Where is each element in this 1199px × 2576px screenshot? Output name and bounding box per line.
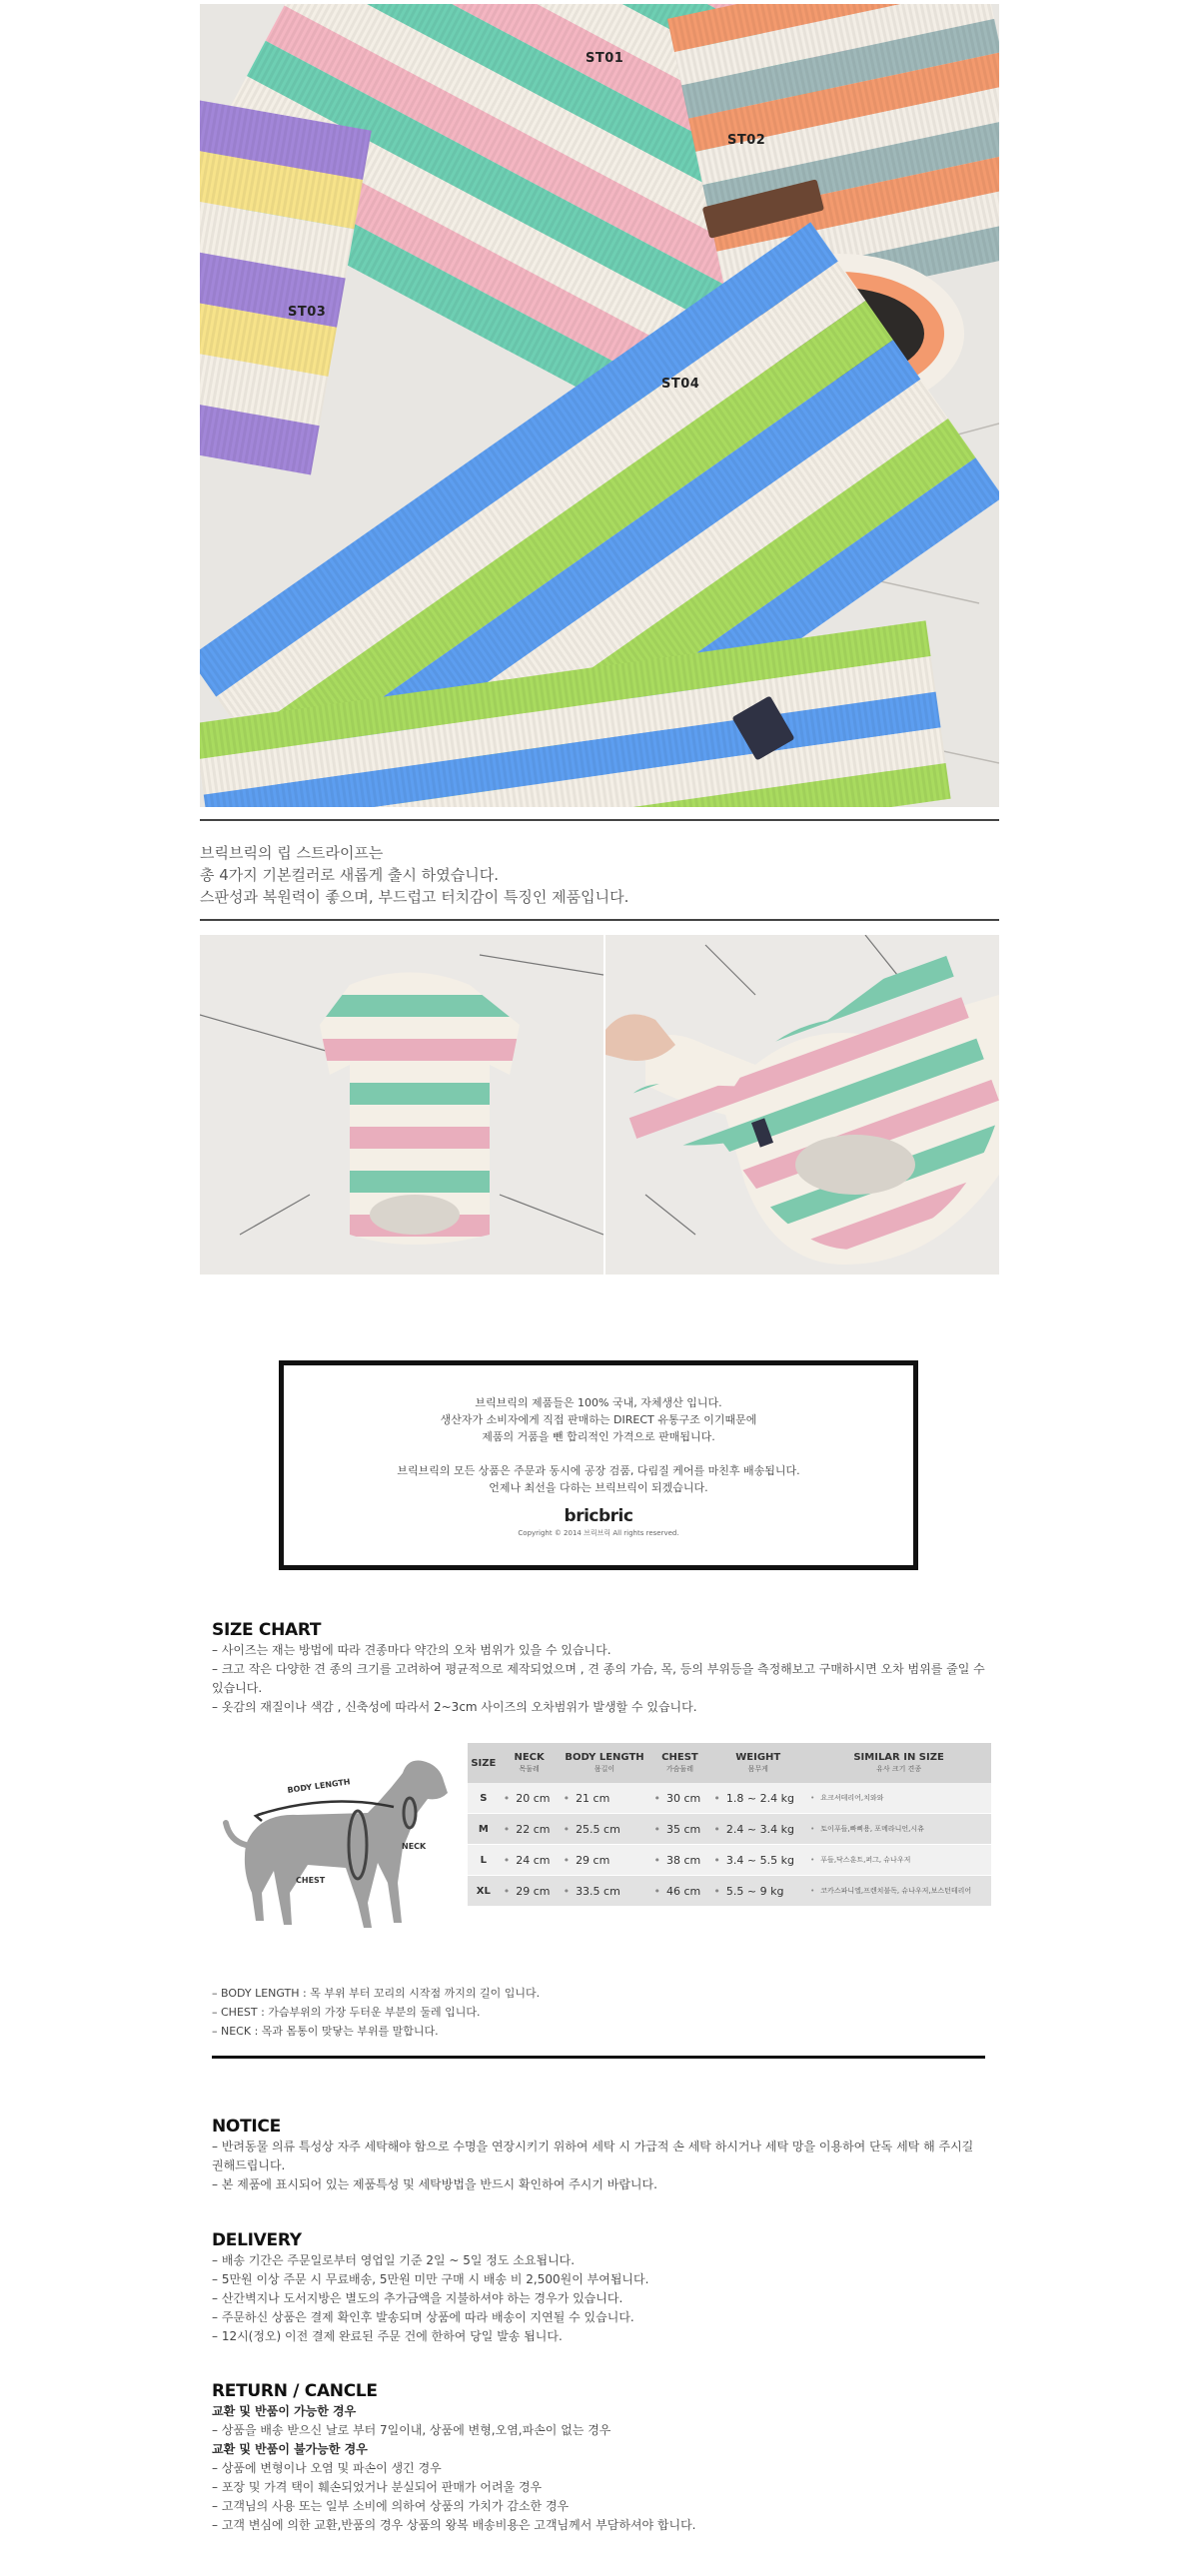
table-row: [468, 1845, 991, 1876]
delivery-line: – 12시(정오) 이전 결제 완료된 주문 건에 한하여 당일 발송 됩니다.: [212, 2329, 563, 2343]
table-row: [468, 1783, 991, 1814]
weight-cell: • 3.4 ~ 5.5 kg: [709, 1845, 806, 1876]
table-row: [468, 1814, 991, 1845]
return-title: RETURN / CANCLE: [212, 2381, 378, 2401]
notice-line: – 본 제품에 표시되어 있는 제품특성 및 세탁방법을 반드시 확인하여 주시기 바랍니다.: [212, 2177, 657, 2191]
weight-cell: • 1.8 ~ 2.4 kg: [709, 1783, 806, 1814]
size-definitions: [212, 1984, 991, 2041]
intro-text: [200, 842, 999, 908]
size-cell: XL: [468, 1876, 500, 1907]
neck-cell: • 22 cm: [500, 1814, 560, 1845]
size-note: – 사이즈는 재는 방법에 따라 견종마다 약간의 오차 범위가 있을 수 있습니다.: [212, 1643, 611, 1657]
body-cell: • 21 cm: [560, 1783, 650, 1814]
col-size: SIZE: [468, 1743, 500, 1783]
col-body-length: BODY LENGTH 몸길이: [560, 1743, 650, 1783]
return-line: – 상품에 변형이나 오염 및 파손이 생긴 경우: [212, 2461, 442, 2475]
body-cell: • 33.5 cm: [560, 1876, 650, 1907]
neck-cell: • 24 cm: [500, 1845, 560, 1876]
table-row: [468, 1876, 991, 1907]
size-chart-notes: [212, 1641, 991, 1717]
size-table-header: [468, 1743, 991, 1783]
copyright-text: Copyright © 2014 브릭브릭 All rights reserved.: [518, 1529, 679, 1537]
return-line: – 고객님의 사용 또는 일부 소비에 의하여 상품의 가치가 감소한 경우: [212, 2499, 570, 2513]
size-cell: S: [468, 1783, 500, 1814]
col-neck: NECK 목둘레: [500, 1743, 560, 1783]
brand-info-line: 언제나 최선을 다하는 브릭브릭이 되겠습니다.: [489, 1481, 708, 1494]
intro-line: 브릭브릭의 립 스트라이프는: [200, 844, 384, 862]
hero-label-st01: ST01: [586, 51, 624, 66]
delivery-line: – 5만원 이상 주문 시 무료배송, 5만원 미만 구매 시 배송 비 2,500원이 부여됩니다.: [212, 2272, 649, 2286]
definition-line: – NECK : 목과 몸통이 맞닿는 부위를 말합니다.: [212, 2025, 439, 2038]
delivery-line: – 산간벽지나 도서지방은 별도의 추가금액을 지불하셔야 하는 경우가 있습니다.: [212, 2291, 623, 2305]
size-chart-title: SIZE CHART: [212, 1620, 322, 1640]
neck-cell: • 20 cm: [500, 1783, 560, 1814]
hero-label-st02: ST02: [727, 133, 766, 148]
delivery-lines: [212, 2251, 991, 2346]
definition-line: – BODY LENGTH : 목 부위 부터 꼬리의 시작점 까지의 길이 입니다.: [212, 1987, 541, 2000]
weight-cell: • 5.5 ~ 9 kg: [709, 1876, 806, 1907]
intro-line: 총 4가지 기본컬러로 새롭게 출시 하였습니다.: [200, 866, 499, 884]
dog-label-neck: NECK: [402, 1842, 427, 1851]
hero-label-st03: ST03: [288, 305, 327, 320]
dog-measurement-diagram: [218, 1753, 450, 1943]
similar-cell: • 토이푸들,빠삐용, 포메라니언,시츄: [806, 1814, 991, 1845]
size-table: [468, 1743, 991, 1907]
body-cell: • 25.5 cm: [560, 1814, 650, 1845]
brand-info-line: 생산자가 소비자에게 직접 판매하는 DIRECT 유통구조 이기때문에: [440, 1413, 757, 1426]
intro-line: 스판성과 복원력이 좋으며, 부드럽고 터치감이 특징인 제품입니다.: [200, 888, 629, 906]
hero-photo: [200, 4, 999, 807]
delivery-line: – 배송 기간은 주문일로부터 영업일 기준 2일 ~ 5일 정도 소요됩니다.: [212, 2253, 576, 2267]
product-photo-flat: [200, 935, 603, 1275]
brand-info-line: 제품의 거품을 뺀 합리적인 가격으로 판매됩니다.: [482, 1430, 715, 1443]
return-line: – 포장 및 가격 택이 훼손되었거나 분실되어 판매가 어려울 경우: [212, 2480, 543, 2494]
notice-line: – 반려동물 의류 특성상 자주 세탁해야 함으로 수명을 연장시키기 위하여 세탁 시 가급적 손 세탁 하시거나 세탁 망을 이용하여 단독 세탁 해 주시길: [212, 2140, 974, 2153]
brand-info-spacer: [284, 1445, 913, 1462]
col-weight: WEIGHT 몸무게: [709, 1743, 806, 1783]
brand-info-box: [279, 1360, 918, 1570]
hero-label-st04: ST04: [661, 377, 700, 392]
col-chest: CHEST 가슴둘레: [650, 1743, 710, 1783]
chest-cell: • 38 cm: [650, 1845, 710, 1876]
neck-cell: • 29 cm: [500, 1876, 560, 1907]
size-note: 있습니다.: [212, 1681, 263, 1695]
size-note: – 크고 작은 다양한 견 종의 크기를 고려하여 평균적으로 제작되었으며 , 견 종의 가슴, 목, 등의 부위등을 측정해보고 구매하시면 오차 범위를 줄일 수: [212, 1662, 985, 1676]
size-cell: L: [468, 1845, 500, 1876]
divider: [200, 819, 999, 821]
delivery-line: – 주문하신 상품은 결제 확인후 발송되며 상품에 따라 배송이 지연될 수 있습니다.: [212, 2310, 634, 2324]
return-impossible-title: 교환 및 반품이 불가능한 경우: [212, 2442, 368, 2456]
weight-cell: • 2.4 ~ 3.4 kg: [709, 1814, 806, 1845]
chest-cell: • 35 cm: [650, 1814, 710, 1845]
dog-label-chest: CHEST: [296, 1876, 326, 1885]
similar-cell: • 푸들,닥스훈트,퍼그, 슈나우저: [806, 1845, 991, 1876]
col-similar: SIMILAR IN SIZE 유사 크기 견종: [806, 1743, 991, 1783]
notice-title: NOTICE: [212, 2117, 281, 2137]
divider: [200, 919, 999, 921]
size-note: – 옷감의 재질이나 색감 , 신축성에 따라서 2~3cm 사이즈의 오차범위가 발생할 수 있습니다.: [212, 1700, 697, 1714]
delivery-title: DELIVERY: [212, 2230, 302, 2250]
brand-info-line: 브릭브릭의 모든 상품은 주문과 동시에 공장 검품, 다림질 케어를 마친후 배송됩니다.: [397, 1464, 800, 1477]
return-line: – 상품을 배송 받으신 날로 부터 7일이내, 상품에 변형,오염,파손이 없는 경우: [212, 2423, 611, 2437]
chest-cell: • 46 cm: [650, 1876, 710, 1907]
chest-cell: • 30 cm: [650, 1783, 710, 1814]
definition-line: – CHEST : 가슴부위의 가장 두터운 부분의 둘레 입니다.: [212, 2006, 481, 2019]
return-possible-title: 교환 및 반품이 가능한 경우: [212, 2404, 357, 2418]
notice-lines: [212, 2138, 991, 2194]
brand-info-line: 브릭브릭의 제품들은 100% 국내, 자체생산 입니다.: [475, 1396, 722, 1409]
size-cell: M: [468, 1814, 500, 1845]
dog-label-body-length: BODY LENGTH: [287, 1777, 352, 1795]
similar-cell: • 요크셔테리어,치와와: [806, 1783, 991, 1814]
product-photo-stretch: [605, 935, 999, 1275]
notice-line: 권해드립니다.: [212, 2158, 286, 2172]
return-line: – 고객 변심에 의한 교환,반품의 경우 상품의 왕복 배송비용은 고객님께서 부담하셔야 합니다.: [212, 2518, 696, 2532]
brand-logo: bricbric: [564, 1506, 633, 1526]
similar-cell: • 코카스파니엘,프렌치불독, 슈나우저,보스턴테리어: [806, 1876, 991, 1907]
divider: [212, 2056, 985, 2059]
return-lines: [212, 2402, 991, 2535]
body-cell: • 29 cm: [560, 1845, 650, 1876]
